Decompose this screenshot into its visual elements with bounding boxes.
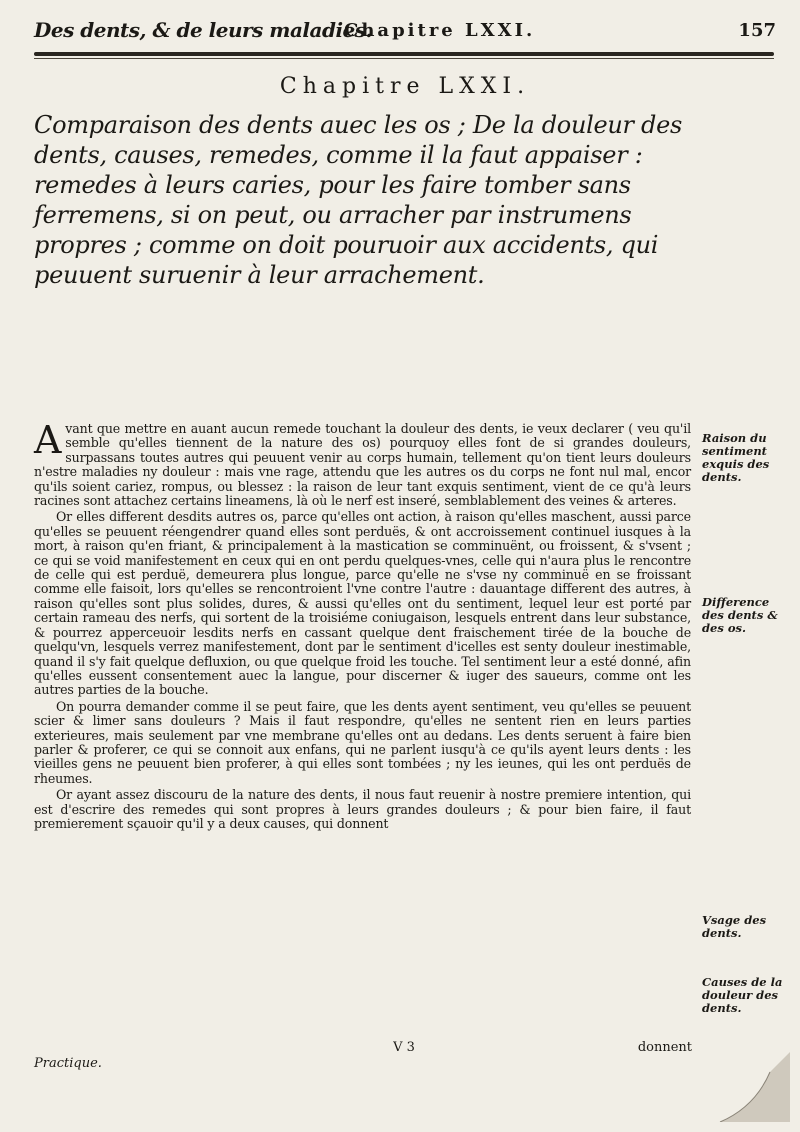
chapter-title: Chapitre LXXI. bbox=[279, 74, 531, 99]
margin-note-3: Vsage des dents. bbox=[702, 913, 767, 940]
catchword: donnent bbox=[637, 1040, 692, 1055]
body-text bbox=[34, 418, 691, 833]
running-head-title: Des dents, & de leurs maladies. bbox=[34, 18, 372, 42]
catchword-left: Practique. bbox=[34, 1056, 102, 1071]
page-number: 157 bbox=[738, 20, 776, 41]
chapter-summary: Comparaison des dents auec les os ; De la douleur des dents, causes, remedes, comme il la faut appaiser : remedes à leurs caries, pour les faire tomber sans ferremens, si on peut, ou arracher par instrumens propres ; comme on doit pouruoir aux accidents, qui peuuent suruenir à leur arrachement. bbox=[34, 111, 683, 289]
paragraph-2: Or elles different desdits autres os, parce qu'elles ont action, à raison qu'elles maschent, aussi parce qu'elles se peuuent réengendrer quand elles sont perduës, & ont accroissement continuel iusques à la mort, à raison qu'en friant, & principalement à la mastication se comminuënt, ou froissent, & s'vsent ; ce qui se void manifestement en ceux qui en ont perdu quelques-vnes, celle qui n'aura plus le rencontre de celle qui est perduë, demeurera plus longue, parce qu'elle ne s'vse ny comminuë en se froissant comme elle faisoit, lors qu'elles se rencontroient l'vne contre l'autre : dauantage different des autres, à raison qu'elles sont plus solides, dures, & aussi qu'elles ont du sentiment, lequel leur est porté par certain rameau des nerfs, qui sortent de la troisiéme coniugaison, lesquels entrent dans leur substance, & pourrez apperceuoir lesdits nerfs en cassant quelque dent fraischement tirée de la bouche de quelqu'vn, lesquels verrez manifestement, dont par le sentiment d'icelles est senty douleur inestimable, quand il s'y fait quelque defluxion, ou que quelque froid les touche. Tel sentiment leur a esté donné, afin qu'elles eussent consentement auec la langue, pour discerner & iuger des saueurs, comme ont les autres parties de la bouche. bbox=[34, 509, 691, 698]
header-rule bbox=[34, 52, 774, 56]
paragraph-4: Or ayant assez discouru de la nature des dents, il nous faut reuenir à nostre premiere intention, qui est d'escrire des remedes qui sont propres à leurs grandes douleurs ; & pour bien faire, il faut premierement sçauoir qu'il y a deux causes, qui donnent bbox=[34, 787, 691, 831]
running-head-chapter: Chapitre LXXI. bbox=[344, 20, 536, 41]
page-fold-shadow bbox=[700, 1052, 790, 1122]
margin-note-2: Difference des dents & des os. bbox=[702, 595, 778, 635]
paragraph-1: Avant que mettre en auant aucun remede touchant la douleur des dents, ie veux declarer ( veu qu'il semble qu'elles tiennent de la nature des os) pourquoy elles font de si grandes douleurs, surpassans toutes autres qui peuuent venir au corps humain, tellement qu'on tient leurs douleurs n'estre maladies ny douleur : mais vne rage, attendu que les autres os du corps ne font nul mal, encor qu'ils soient cariez, rompus, ou blessez : la raison de leur tant exquis sentiment, vient de ce qu'à leurs racines sont attachez certains lineamens, là où le nerf est inseré, semblablement des veines & arteres. bbox=[34, 418, 691, 509]
paragraph-3: On pourra demander comme il se peut faire, que les dents ayent sentiment, veu qu'elles se peuuent scier & limer sans douleurs ? Mais il faut respondre, qu'elles ne sentent rien en leurs parties exterieures, mais seulement par vne membrane qu'elles ont au dedans. Les dents seruent à faire bien parler & proferer, ce qui se connoit aux enfans, qui ne parlent iusqu'à ce qu'ils ayent leurs dents : les vieilles gens ne peuuent bien proferer, à qui elles sont tombées ; ny les ieunes, qui les ont perduës de rheumes. bbox=[34, 698, 691, 786]
margin-note-1: Raison du sentiment exquis des dents. bbox=[702, 431, 770, 484]
running-head bbox=[34, 18, 776, 48]
margin-note-4: Causes de la douleur des dents. bbox=[702, 975, 783, 1015]
signature-mark: V 3 bbox=[393, 1040, 415, 1055]
header-rule-thin bbox=[34, 58, 774, 59]
